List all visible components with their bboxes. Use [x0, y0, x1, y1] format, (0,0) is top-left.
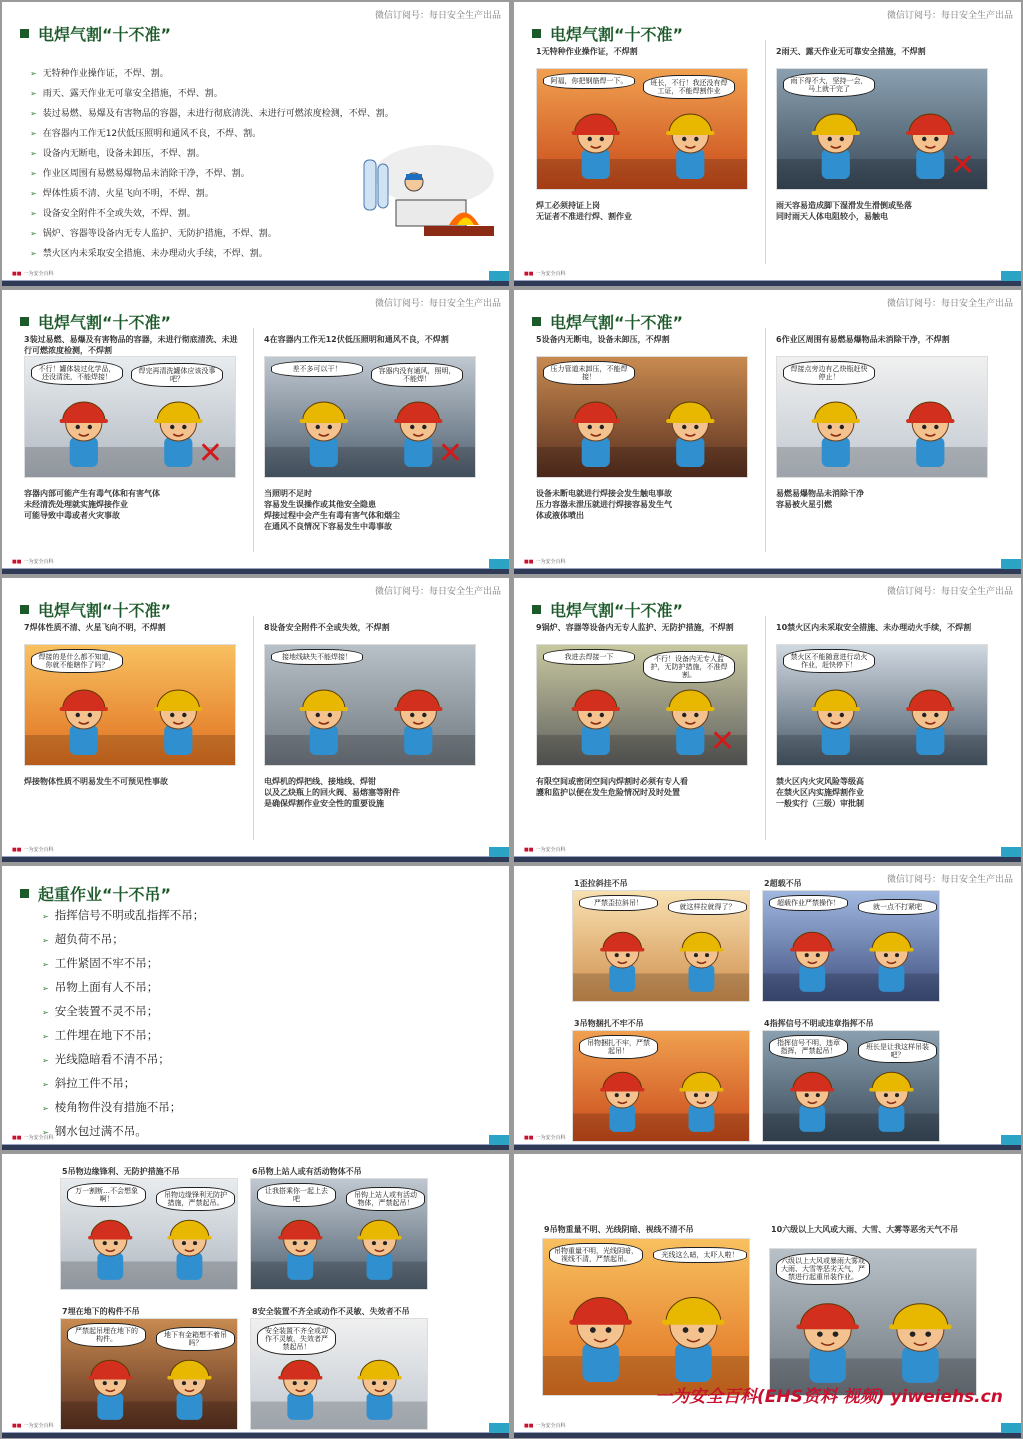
speech-bubble: 吊钩上站人或有活动物体，严禁起吊！ — [346, 1187, 425, 1211]
rule-item — [30, 84, 470, 104]
rule-item — [30, 104, 470, 124]
logo-mark: ■■ 一为安全百科 — [524, 1423, 566, 1429]
arrow-bullet-icon: ➢ — [42, 1080, 49, 1089]
welder-illustration — [354, 130, 499, 250]
rule-text: 作业区周围有易燃易爆物品未消除干净，不焊、割。 — [42, 169, 250, 179]
speech-bubble: 阿福，你把钢筋焊一下。 — [543, 73, 635, 89]
title-bullet-icon — [20, 29, 29, 38]
rule-text: 锅炉、容器等设备内无专人监护、无防护措施，不焊、割。 — [42, 229, 277, 239]
bottom-bar — [514, 857, 1021, 862]
rule-item — [42, 904, 482, 928]
title-bullet-icon — [20, 889, 29, 898]
rule-text: 钢水包过满不吊。 — [54, 1124, 147, 1138]
prohibited-x-icon: ✕ — [197, 436, 223, 471]
logo-mark: ■■ 一为安全百科 — [524, 1135, 566, 1141]
slide-title-text: 电焊气割“十不准” — [550, 25, 684, 44]
title-bullet-icon — [20, 605, 29, 614]
slide-lift-1-4 — [514, 866, 1021, 1150]
rule-text: 工件紧固不牢不吊； — [54, 956, 159, 970]
panel-caption: 4指挥信号不明或违章指挥不吊 — [764, 1019, 874, 1028]
slide-title — [20, 598, 171, 621]
panel-illustration — [264, 644, 476, 766]
slide-weld-5-6 — [514, 290, 1021, 574]
slide-weld-1-2 — [514, 2, 1021, 286]
rule-text: 设备安全附件不全或失效，不焊、割。 — [42, 209, 196, 219]
panel-note-line: 以及乙炔瓶上的回火阀、易熔塞等附件 — [264, 788, 400, 797]
speech-bubble: 压力管道未卸压，不能焊接！ — [543, 361, 635, 385]
watermark-text: 一为安全百科(EHS资料 视频) yiweiehs.cn — [655, 1387, 1003, 1407]
bottom-bar — [2, 281, 509, 286]
speech-bubble: 让我搭乘你一起上去吧 — [257, 1183, 336, 1207]
slide-weld-9-10 — [514, 578, 1021, 862]
speech-bubble: 吊物捆扎不牢，严禁起吊！ — [579, 1035, 658, 1059]
panel-caption: 1无特种作业操作证，不焊割 — [536, 47, 638, 56]
rule-item — [42, 1120, 482, 1144]
panel-note-line: 容易发生误操作或其他安全隐患 — [264, 500, 376, 509]
speech-bubble: 焊接的是什么都不知道，你就不能瞎作了吗？ — [31, 649, 123, 673]
panel-note-line: 电焊机的焊把线、接地线、焊钳 — [264, 777, 376, 786]
slide-title — [20, 882, 171, 905]
panel-caption: 8设备安全附件不全或失效，不焊割 — [264, 623, 390, 632]
prohibited-x-icon: ✕ — [437, 436, 463, 471]
bottom-bar — [514, 1433, 1021, 1438]
rule-text: 禁火区内未采取安全措施、未办理动火手续，不焊、割。 — [42, 249, 268, 259]
panel-note — [776, 488, 1001, 510]
panel-note-line: 易燃易爆物品未消除干净 — [776, 489, 864, 498]
rule-item — [42, 928, 482, 952]
logo-mark: ■■ 一为安全百科 — [12, 271, 54, 277]
speech-bubble: 安全装置不齐全或动作不灵敏，失效者严禁起吊！ — [257, 1323, 336, 1355]
panel-caption: 2雨天、露天作业无可靠安全措施，不焊割 — [776, 47, 926, 56]
slide-title-text: 电焊气割“十不准” — [38, 25, 172, 44]
panel-note-line: 设备未断电就进行焊接会发生触电事故 — [536, 489, 672, 498]
panel-note — [536, 200, 761, 222]
panel-illustration — [24, 356, 236, 478]
arrow-bullet-icon: ➢ — [42, 984, 49, 993]
prohibited-x-icon: ✕ — [709, 724, 735, 759]
panel-note-line: 在禁火区内实施焊割作业 — [776, 788, 864, 797]
panel-illustration — [536, 644, 748, 766]
panel-note-line: 焊工必须持证上岗 — [536, 201, 600, 210]
logo-mark: ■■ 一为安全百科 — [12, 559, 54, 565]
column-divider — [765, 616, 766, 840]
speech-bubble: 吊物重量不明，光线阴暗，视线不清，严禁起吊。 — [549, 1243, 643, 1267]
panel-note-line: 当照明不足时 — [264, 489, 312, 498]
slide-title — [20, 310, 171, 333]
panel-illustration — [60, 1318, 238, 1430]
panel-note-line: 未经清洗处理就实施焊接作业 — [24, 500, 128, 509]
speech-bubble: 禁火区不能随意进行动火作业，赶快停下！ — [783, 649, 875, 673]
rule-text: 雨天、露天作业无可靠安全措施，不焊、割。 — [42, 89, 223, 99]
rule-text: 焊体性质不清、火星飞向不明，不焊、割。 — [42, 189, 214, 199]
speech-bubble: 差不多可以干！ — [271, 361, 363, 377]
slide-lift-overview — [2, 866, 509, 1150]
speech-bubble: 接地线缺失不能焊接！ — [271, 649, 363, 665]
bottom-bar — [2, 1145, 509, 1150]
column-divider — [765, 328, 766, 552]
rule-text: 棱角物件没有措施不吊； — [54, 1100, 182, 1114]
subscription-label: 微信订阅号：每日安全生产出品 — [886, 299, 1013, 309]
speech-bubble: 吊物边缘锋利无防护措施，严禁起吊。 — [156, 1187, 235, 1211]
speech-bubble: 万一割断…不会想象啊！ — [67, 1183, 146, 1207]
speech-bubble: 严禁歪拉斜吊！ — [579, 895, 658, 911]
arrow-bullet-icon: ➢ — [42, 960, 49, 969]
rule-item — [42, 1096, 482, 1120]
speech-bubble: 焊完再清洗罐体应该没事吧？ — [131, 363, 223, 387]
panel-illustration — [572, 890, 750, 1002]
rule-text: 指挥信号不明或乱指挥不吊； — [54, 908, 205, 922]
panel-note — [264, 776, 489, 809]
speech-bubble: 不行！设备内无专人监护，无防护措施，不准焊割。 — [643, 651, 735, 683]
bottom-bar — [2, 857, 509, 862]
panel-note-line: 容易被火星引燃 — [776, 500, 832, 509]
speech-bubble: 焊接点旁边有乙炔瓶赶快停止！ — [783, 361, 875, 385]
panel-note-line: 禁火区内火灾风险等级高 — [776, 777, 864, 786]
panel-caption: 7焊体性质不清、火星飞向不明，不焊割 — [24, 623, 166, 632]
panel-note-line: 容器内部可能产生有毒气体和有害气体 — [24, 489, 160, 498]
column-divider — [765, 40, 766, 264]
rule-text: 光线隐暗看不清不吊； — [54, 1052, 170, 1066]
rule-text: 装过易燃、易爆及有害物品的容器，未进行彻底清洗、未进行可燃浓度检测，不焊、割。 — [42, 109, 394, 119]
panel-caption: 6作业区周围有易燃易爆物品未消除干净，不焊割 — [776, 335, 950, 344]
lift-rule-list — [42, 904, 482, 1144]
rule-item — [42, 1072, 482, 1096]
rule-text: 吊物上面有人不吊； — [54, 980, 159, 994]
arrow-bullet-icon: ➢ — [30, 249, 37, 258]
panel-caption: 7埋在地下的构件不吊 — [62, 1307, 140, 1316]
bottom-bar — [514, 569, 1021, 574]
logo-mark: ■■ 一为安全百科 — [12, 1423, 54, 1429]
panel-illustration — [536, 68, 748, 190]
rule-text: 无特种作业操作证，不焊、割。 — [42, 69, 169, 79]
speech-bubble: 地下有金箱想不着吊吗？ — [156, 1327, 235, 1351]
arrow-bullet-icon: ➢ — [42, 1128, 49, 1137]
column-divider — [253, 616, 254, 840]
logo-mark: ■■ 一为安全百科 — [524, 559, 566, 565]
panel-note-line: 可能导致中毒或者火灾事故 — [24, 511, 120, 520]
rule-item — [42, 1048, 482, 1072]
speech-bubble: 就一点不打紧吧 — [858, 899, 937, 915]
subscription-label: 微信订阅号：每日安全生产出品 — [374, 587, 501, 597]
panel-caption: 8安全装置不齐全或动作不灵敏、失效者不吊 — [252, 1307, 410, 1316]
panel-caption: 2超载不吊 — [764, 879, 802, 888]
logo-mark: ■■ 一为安全百科 — [12, 847, 54, 853]
panel-note — [536, 776, 761, 798]
slide-title — [532, 310, 683, 333]
subscription-label: 微信订阅号：每日安全生产出品 — [886, 587, 1013, 597]
rule-text: 安全装置不灵不吊； — [54, 1004, 159, 1018]
logo-mark: ■■ 一为安全百科 — [524, 271, 566, 277]
panel-note — [24, 776, 249, 787]
panel-illustration — [769, 1248, 977, 1396]
panel-caption: 4在容器内工作无12伏低压照明和通风不良，不焊割 — [264, 335, 449, 344]
panel-note — [264, 488, 489, 532]
subscription-label: 微信订阅号：每日安全生产出品 — [886, 11, 1013, 21]
speech-bubble: 超载作业严禁操作！ — [769, 895, 848, 911]
slide-title-text: 电焊气割“十不准” — [550, 313, 684, 332]
slide-lift-5-8 — [2, 1154, 509, 1438]
arrow-bullet-icon: ➢ — [30, 189, 37, 198]
rule-text: 超负荷不吊； — [54, 932, 124, 946]
panel-illustration — [542, 1238, 750, 1396]
speech-bubble: 光线这么暗，太吓人啦！ — [653, 1247, 747, 1263]
arrow-bullet-icon: ➢ — [42, 1104, 49, 1113]
panel-note-line: 同时雨天人体电阻较小，易触电 — [776, 212, 888, 221]
panel-caption: 3装过易燃、易爆及有害物品的容器，未进行彻底清洗、未进行可燃浓度检测，不焊割 — [24, 335, 238, 355]
panel-caption: 6吊物上站人或有活动物体不吊 — [252, 1167, 362, 1176]
rule-item — [42, 952, 482, 976]
slide-weld-overview — [2, 2, 509, 286]
panel-illustration — [536, 356, 748, 478]
panel-illustration — [776, 356, 988, 478]
panel-caption: 10六级以上大风或大雨、大雪、大雾等恶劣天气不吊 — [771, 1225, 959, 1234]
panel-note — [24, 488, 249, 521]
arrow-bullet-icon: ➢ — [42, 1056, 49, 1065]
panel-note-line: 護和监护以便在发生危险情况时及时处置 — [536, 788, 680, 797]
panel-caption: 3吊物捆扎不牢不吊 — [574, 1019, 644, 1028]
speech-bubble: 班长是让我这样吊装吧？ — [858, 1039, 937, 1063]
speech-bubble: 雨下得不大，坚持一会，马上就干完了 — [783, 73, 875, 97]
panel-illustration — [250, 1178, 428, 1290]
bottom-bar — [514, 281, 1021, 286]
panel-note-line: 体或液体喷出 — [536, 511, 584, 520]
speech-bubble: 严禁起吊埋在地下的构件。 — [67, 1323, 146, 1347]
column-divider — [253, 328, 254, 552]
panel-illustration — [24, 644, 236, 766]
panel-note-line: 是确保焊割作业安全性的重要设施 — [264, 799, 384, 808]
rule-text: 在容器内工作无12伏低压照明和通风不良，不焊、割。 — [42, 129, 262, 139]
slide-title-text: 电焊气割“十不准” — [550, 601, 684, 620]
slide-title — [532, 598, 683, 621]
rule-text: 设备内无断电，设备未卸压，不焊、割。 — [42, 149, 205, 159]
speech-bubble: 我进去焊接一下 — [543, 649, 635, 665]
arrow-bullet-icon: ➢ — [42, 912, 49, 921]
rule-text: 工件埋在地下不吊； — [54, 1028, 159, 1042]
panel-note-line: 焊接过程中会产生有毒有害气体和烟尘 — [264, 511, 400, 520]
panel-note — [536, 488, 761, 521]
subscription-label: 微信订阅号：每日安全生产出品 — [374, 11, 501, 21]
logo-mark: ■■ 一为安全百科 — [12, 1135, 54, 1141]
rule-item — [42, 1024, 482, 1048]
panel-caption: 9吊物重量不明、光线阴暗、视线不清不吊 — [544, 1225, 694, 1234]
panel-note — [776, 776, 1001, 809]
rule-item — [42, 976, 482, 1000]
panel-note-line: 在通风不良情况下容易发生中毒事故 — [264, 522, 392, 531]
panel-caption: 9锅炉、容器等设备内无专人监护、无防护措施，不焊割 — [536, 623, 734, 632]
bottom-bar — [2, 1433, 509, 1438]
arrow-bullet-icon: ➢ — [30, 129, 37, 138]
panel-note-line: 压力容器未泄压就进行焊接容易发生气 — [536, 500, 672, 509]
panel-caption: 10禁火区内未采取安全措施、未办理动火手续，不焊割 — [776, 623, 972, 632]
subscription-label: 微信订阅号：每日安全生产出品 — [886, 875, 1013, 885]
speech-bubble: 容器内没有通风，照明，不能焊！ — [371, 363, 463, 387]
rule-item — [30, 64, 470, 84]
panel-note-line: 雨天容易造成脚下湿滑发生滑倒或坠落 — [776, 201, 912, 210]
arrow-bullet-icon: ➢ — [30, 109, 37, 118]
speech-bubble: 指挥信号不明，违章指挥，严禁起吊！ — [769, 1035, 848, 1059]
panel-note-line: 有限空间或密闭空间内焊割时必须有专人看 — [536, 777, 688, 786]
arrow-bullet-icon: ➢ — [30, 149, 37, 158]
arrow-bullet-icon: ➢ — [30, 209, 37, 218]
slide-title-text: 起重作业“十不吊” — [38, 885, 172, 904]
speech-bubble: 不行！罐体装过化学品，还没清洗，不能焊接！ — [31, 361, 123, 385]
arrow-bullet-icon: ➢ — [30, 229, 37, 238]
panel-caption: 5设备内无断电，设备未卸压，不焊割 — [536, 335, 670, 344]
slide-title-text: 电焊气割“十不准” — [38, 601, 172, 620]
rule-item — [42, 1000, 482, 1024]
panel-caption: 1歪拉斜挂不吊 — [574, 879, 628, 888]
speech-bubble: 班长，不行！我还没有焊工证，不能焊割作业 — [643, 75, 735, 99]
slide-weld-7-8 — [2, 578, 509, 862]
panel-note-line: 无证者不准进行焊、割作业 — [536, 212, 632, 221]
title-bullet-icon — [532, 29, 541, 38]
slide-title — [532, 22, 683, 45]
panel-illustration — [762, 890, 940, 1002]
panel-note-line: 一般实行（三级）审批制 — [776, 799, 864, 808]
speech-bubble: 六级以上大风或暴雨大雾或大雨、大雪等恶劣天气，严禁进行起重吊装作业。 — [776, 1253, 870, 1285]
slide-title — [20, 22, 171, 45]
title-bullet-icon — [532, 317, 541, 326]
panel-caption: 5吊物边缘锋利、无防护措施不吊 — [62, 1167, 180, 1176]
panel-illustration — [762, 1030, 940, 1142]
slide-weld-3-4 — [2, 290, 509, 574]
panel-illustration — [264, 356, 476, 478]
bottom-bar — [2, 569, 509, 574]
panel-illustration — [60, 1178, 238, 1290]
slide-title-text: 电焊气割“十不准” — [38, 313, 172, 332]
rule-text: 斜拉工件不吊； — [54, 1076, 136, 1090]
arrow-bullet-icon: ➢ — [42, 936, 49, 945]
panel-illustration — [250, 1318, 428, 1430]
arrow-bullet-icon: ➢ — [42, 1008, 49, 1017]
arrow-bullet-icon: ➢ — [30, 69, 37, 78]
title-bullet-icon — [20, 317, 29, 326]
arrow-bullet-icon: ➢ — [42, 1032, 49, 1041]
title-bullet-icon — [532, 605, 541, 614]
panel-illustration — [776, 644, 988, 766]
panel-note-line: 焊接物体性质不明易发生不可预见性事故 — [24, 777, 168, 786]
bottom-bar — [514, 1145, 1021, 1150]
panel-illustration — [776, 68, 988, 190]
logo-mark: ■■ 一为安全百科 — [524, 847, 566, 853]
prohibited-x-icon: ✕ — [949, 148, 975, 183]
speech-bubble: 就这样拉就得了？ — [668, 899, 747, 915]
arrow-bullet-icon: ➢ — [30, 89, 37, 98]
arrow-bullet-icon: ➢ — [30, 169, 37, 178]
panel-illustration — [572, 1030, 750, 1142]
subscription-label: 微信订阅号：每日安全生产出品 — [374, 299, 501, 309]
panel-note — [776, 200, 1001, 222]
